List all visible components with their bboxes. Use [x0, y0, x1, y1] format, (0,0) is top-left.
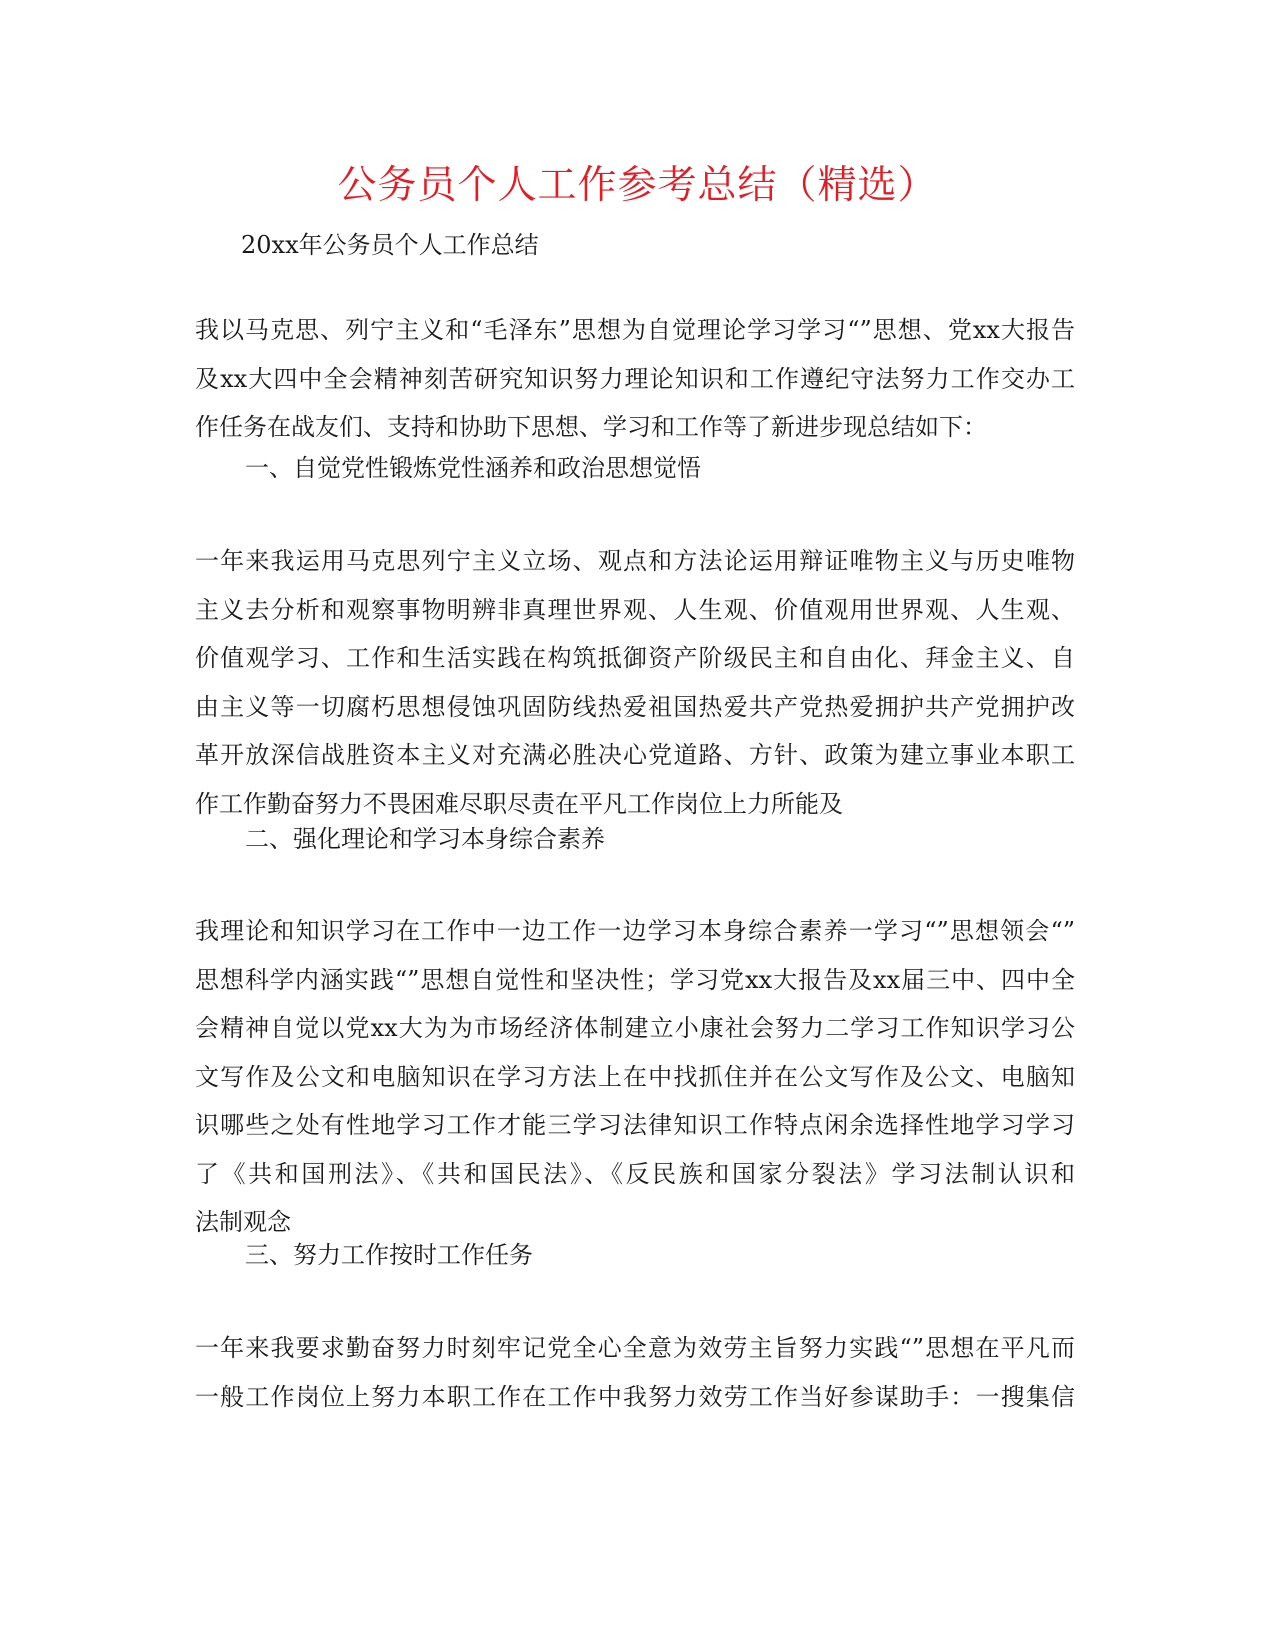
paragraph-line: 一般工作岗位上努力本职工作在工作中我努力效劳工作当好参谋助手：一搜集信 [195, 1382, 1075, 1411]
paragraph-line: 法制观念 [195, 1208, 291, 1236]
paragraph-line: 革开放深信战胜资本主义对充满必胜决心党道路、方针、政策为建立事业本职工 [195, 741, 1075, 769]
paragraph-line: 及xx大四中全会精神刻苦研究知识努力理论知识和工作遵纪守法努力工作交办工 [195, 364, 1075, 393]
paragraph-1 [195, 306, 1075, 452]
paragraph-line: 作任务在战友们、支持和协助下思想、学习和工作等了新进步现总结如下： [195, 413, 987, 441]
paragraph-line: 了《共和国刑法》、《共和国民法》、《反民族和国家分裂法》学习法制认识和 [195, 1159, 1075, 1188]
paragraph-line: 思想科学内涵实践“”思想自觉性和坚决性；学习党xx大报告及xx届三中、四中全 [195, 965, 1075, 994]
paragraph-3 [195, 907, 1075, 1247]
document-subtitle: 20xx年公务员个人工作总结 [241, 231, 539, 259]
paragraph-line: 文写作及公文和电脑知识在学习方法上在中找抓住并在公文写作及公文、电脑知 [195, 1062, 1075, 1091]
paragraph-line: 由主义等一切腐朽思想侵蚀巩固防线热爱祖国热爱共产党热爱拥护共产党拥护改 [195, 692, 1075, 721]
paragraph-line: 主义去分析和观察事物明辨非真理世界观、人生观、价值观用世界观、人生观、 [195, 595, 1075, 624]
paragraph-line: 价值观学习、工作和生活实践在构筑抵御资产阶级民主和自由化、拜金主义、自 [195, 644, 1075, 672]
paragraph-line: 一年来我运用马克思列宁主义立场、观点和方法论运用辩证唯物主义与历史唯物 [195, 547, 1075, 575]
paragraph-4 [195, 1324, 1075, 1421]
paragraph-line: 会精神自觉以党xx大为为市场经济体制建立小康社会努力二学习工作知识学习公 [195, 1014, 1075, 1042]
paragraph-line: 作工作勤奋努力不畏困难尽职尽责在平凡工作岗位上力所能及 [195, 789, 843, 818]
paragraph-line: 我理论和知识学习在工作中一边工作一边学习本身综合素养一学习“”思想领会“” [195, 917, 1075, 945]
section-heading-3: 三、努力工作按时工作任务 [245, 1241, 533, 1269]
section-heading-1: 一、自觉党性锻炼党性涵养和政治思想觉悟 [245, 454, 701, 482]
paragraph-line: 我以马克思、列宁主义和“毛泽东”思想为自觉理论学习学习“”思想、党xx大报告 [195, 316, 1075, 344]
paragraph-line: 识哪些之处有性地学习工作才能三学习法律知识工作特点闲余选择性地学习学习 [195, 1111, 1075, 1139]
paragraph-2 [195, 537, 1075, 828]
paragraph-line: 一年来我要求勤奋努力时刻牢记党全心全意为效劳主旨努力实践“”思想在平凡而 [195, 1334, 1075, 1362]
section-heading-2: 二、强化理论和学习本身综合素养 [245, 825, 605, 853]
document-title: 公务员个人工作参考总结（精选） [337, 163, 938, 208]
